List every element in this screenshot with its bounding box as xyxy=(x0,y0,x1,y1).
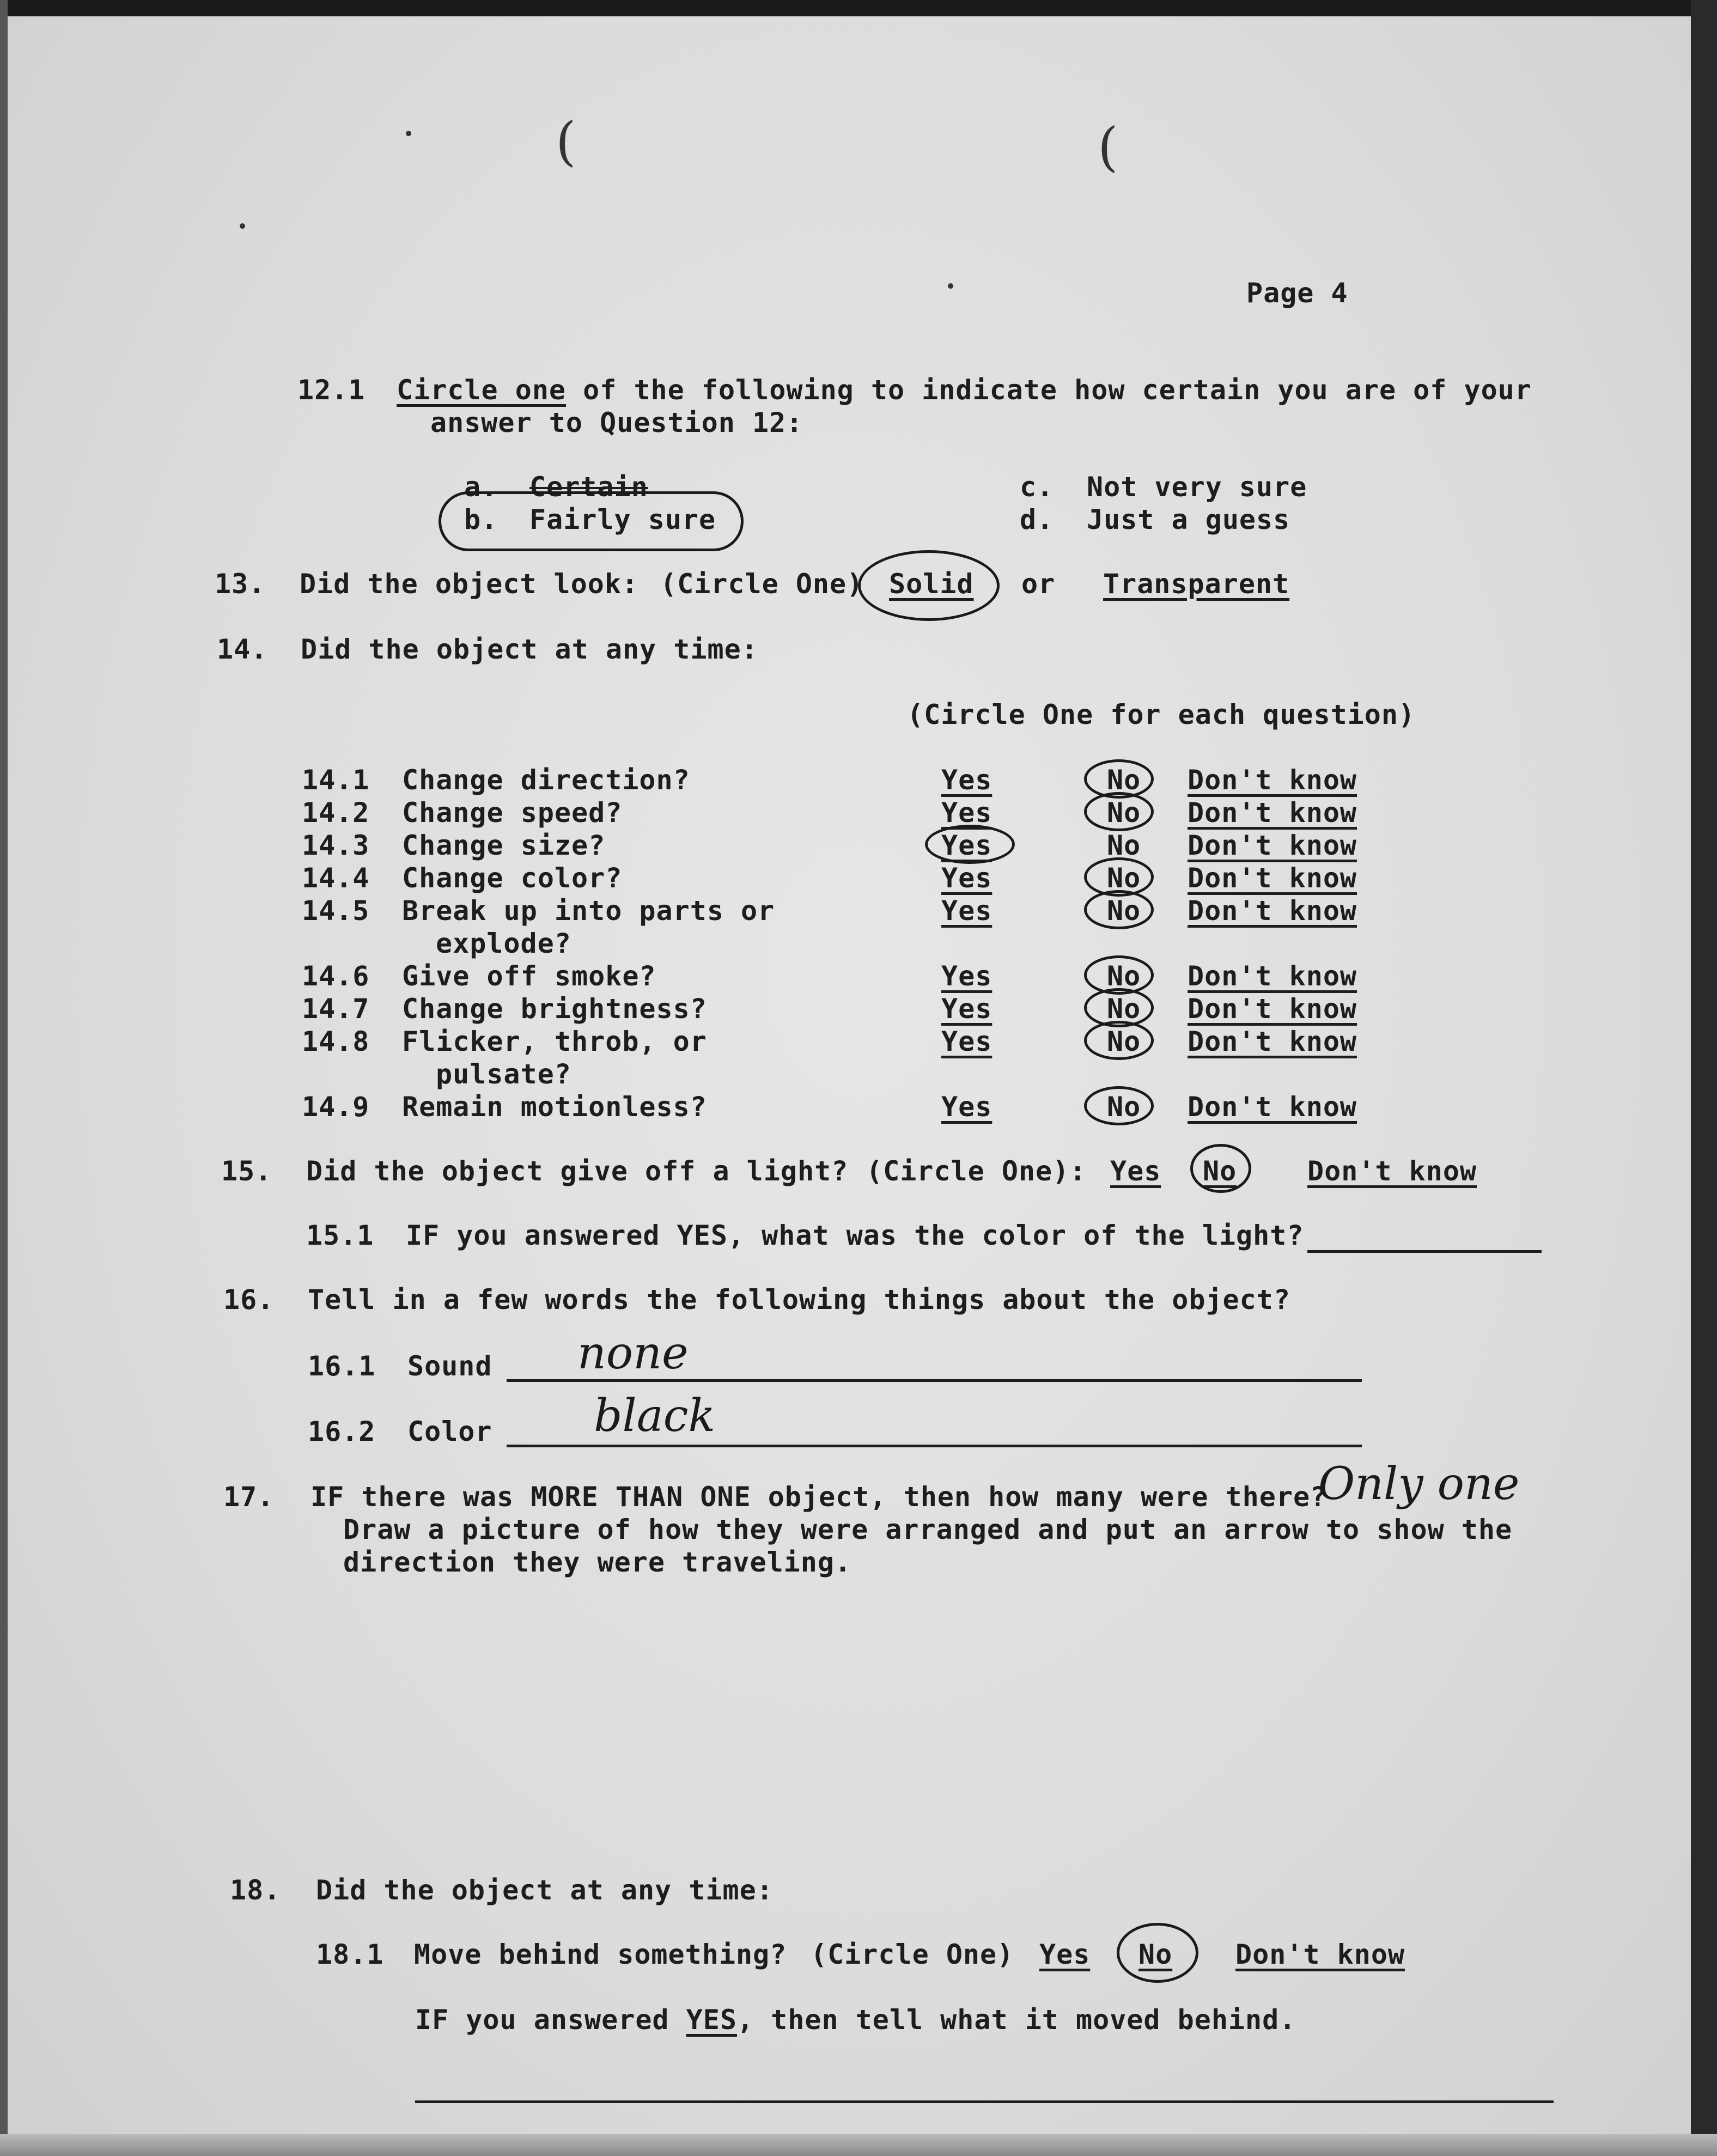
q14-7-text: Change brightness? xyxy=(402,993,707,1025)
q14-5-dont-know[interactable]: Don't know xyxy=(1188,895,1357,927)
q14-8-no-circle-mark xyxy=(1084,1021,1154,1060)
page-number: Page 4 xyxy=(1246,277,1348,309)
q14-2-no[interactable]: No xyxy=(1107,797,1141,829)
q12-1-circle-one: Circle one xyxy=(397,374,567,406)
q14-9-number: 14.9 xyxy=(302,1091,370,1123)
q17-line3: direction they were traveling. xyxy=(343,1546,852,1578)
q14-5-text: Break up into parts or xyxy=(402,895,775,927)
q14-8-text: Flicker, throb, or xyxy=(402,1026,707,1057)
q18-answer-line[interactable] xyxy=(415,2100,1554,2103)
q14-3-dont-know[interactable]: Don't know xyxy=(1188,830,1357,861)
q18-1-number: 18.1 xyxy=(316,1939,384,1970)
q14-7-yes[interactable]: Yes xyxy=(941,993,993,1025)
q14-1-no[interactable]: No xyxy=(1107,764,1141,796)
q15-yes[interactable]: Yes xyxy=(1110,1155,1161,1187)
binder-hole-mark-right: ( xyxy=(1098,117,1118,178)
q14-3-yes[interactable]: Yes xyxy=(941,830,993,861)
scan-speck xyxy=(948,283,953,289)
q14-2-yes[interactable]: Yes xyxy=(941,797,993,829)
q17-line2: Draw a picture of how they were arranged and put an arrow to show the xyxy=(343,1514,1513,1545)
q12-1-line1-rest: of the following to indicate how certain you are of your xyxy=(566,374,1532,406)
q14-2-number: 14.2 xyxy=(302,797,370,829)
q14-1-yes[interactable]: Yes xyxy=(941,764,993,796)
q15-dont-know[interactable]: Don't know xyxy=(1307,1155,1477,1187)
q16-2-label: Color xyxy=(407,1416,492,1447)
scan-speck xyxy=(240,223,245,229)
q14-5-no-circle-mark xyxy=(1084,890,1154,929)
q12-1-option-b-circle-mark xyxy=(439,491,744,551)
q17-line1: IF there was MORE THAN ONE object, then how many were there? xyxy=(310,1481,1328,1513)
q18-1-text: Move behind something? xyxy=(414,1939,787,1970)
q13-or: or xyxy=(1021,568,1056,600)
q16-1-handwritten-answer: none xyxy=(577,1327,689,1379)
q18-1-dont-know[interactable]: Don't know xyxy=(1235,1939,1405,1970)
scan-edge-top xyxy=(0,0,1717,16)
q16-1-label: Sound xyxy=(407,1350,492,1382)
q14-2-text: Change speed? xyxy=(402,797,623,829)
q14-5-text-cont: explode? xyxy=(436,928,571,959)
q12-1-option-c[interactable]: Not very sure xyxy=(1087,471,1307,503)
q15-1-answer-line[interactable] xyxy=(1307,1250,1542,1253)
q14-3-text: Change size? xyxy=(402,830,606,861)
q14-5-no[interactable]: No xyxy=(1107,895,1141,927)
scan-edge-right xyxy=(1691,0,1717,2156)
q16-2-answer-line[interactable] xyxy=(507,1445,1362,1447)
q14-instruction: (Circle One for each question) xyxy=(907,699,1416,730)
q14-4-no[interactable]: No xyxy=(1107,862,1141,894)
q14-4-number: 14.4 xyxy=(302,862,370,894)
q14-4-yes[interactable]: Yes xyxy=(941,862,993,894)
q14-6-no[interactable]: No xyxy=(1107,960,1141,992)
q14-8-text-cont: pulsate? xyxy=(436,1058,571,1090)
scan-edge-bottom xyxy=(0,2134,1717,2156)
q18-followup-pre: IF you answered xyxy=(415,2004,686,2036)
q15-no-circle-mark xyxy=(1190,1144,1251,1193)
q12-1-number: 12.1 xyxy=(297,374,366,406)
q15-text: Did the object give off a light? xyxy=(306,1155,849,1187)
q14-9-no[interactable]: No xyxy=(1107,1091,1141,1123)
q16-2-number: 16.2 xyxy=(308,1416,376,1447)
q12-1-option-b[interactable]: Fairly sure xyxy=(529,504,716,535)
q18-number: 18. xyxy=(230,1874,281,1906)
scan-edge-left xyxy=(0,0,8,2156)
q14-5-number: 14.5 xyxy=(302,895,370,927)
q16-1-number: 16.1 xyxy=(308,1350,376,1382)
q18-followup xyxy=(415,2003,1296,2036)
q14-7-number: 14.7 xyxy=(302,993,370,1025)
q14-4-dont-know[interactable]: Don't know xyxy=(1188,862,1357,894)
q17-number: 17. xyxy=(223,1481,275,1513)
q14-6-number: 14.6 xyxy=(302,960,370,992)
q12-1-option-d[interactable]: Just a guess xyxy=(1087,504,1290,535)
q16-1-answer-line[interactable] xyxy=(507,1379,1362,1382)
q14-7-no[interactable]: No xyxy=(1107,993,1141,1025)
q12-1-line1 xyxy=(397,374,1532,406)
q16-number: 16. xyxy=(223,1284,275,1315)
q15-number: 15. xyxy=(221,1155,272,1187)
q14-1-dont-know[interactable]: Don't know xyxy=(1188,764,1357,796)
q14-6-dont-know[interactable]: Don't know xyxy=(1188,960,1357,992)
q14-4-text: Change color? xyxy=(402,862,623,894)
q18-1-no-circle-mark xyxy=(1117,1923,1198,1983)
q14-2-no-circle-mark xyxy=(1084,792,1154,831)
q16-2-handwritten-answer: black xyxy=(594,1390,716,1442)
q12-1-line2: answer to Question 12: xyxy=(430,407,803,438)
q14-6-text: Give off smoke? xyxy=(402,960,656,992)
scan-speck xyxy=(406,131,411,136)
q18-1-instruction: (Circle One) xyxy=(811,1939,1014,1970)
q14-2-dont-know[interactable]: Don't know xyxy=(1188,797,1357,829)
q18-text: Did the object at any time: xyxy=(316,1874,774,1906)
q15-no[interactable]: No xyxy=(1203,1155,1237,1187)
q13-option-solid[interactable]: Solid xyxy=(889,568,974,600)
q14-7-dont-know[interactable]: Don't know xyxy=(1188,993,1357,1025)
q14-8-yes[interactable]: Yes xyxy=(941,1026,993,1057)
q18-1-no[interactable]: No xyxy=(1138,1939,1173,1970)
q13-option-transparent[interactable]: Transparent xyxy=(1103,568,1290,600)
q14-8-dont-know[interactable]: Don't know xyxy=(1188,1026,1357,1057)
q14-6-yes[interactable]: Yes xyxy=(941,960,993,992)
q13-instruction: (Circle One) xyxy=(660,568,864,600)
q13-number: 13. xyxy=(215,568,266,600)
q15-1-number: 15.1 xyxy=(306,1220,374,1251)
q14-text: Did the object at any time: xyxy=(301,634,758,665)
q14-5-yes[interactable]: Yes xyxy=(941,895,993,927)
q13-solid-circle-mark xyxy=(858,550,1000,621)
q18-followup-yes: YES xyxy=(686,2004,737,2036)
q15-instruction: (Circle One): xyxy=(866,1155,1087,1187)
q14-8-no[interactable]: No xyxy=(1107,1026,1141,1057)
q12-1-option-b-letter: b. xyxy=(464,504,498,535)
q14-1-number: 14.1 xyxy=(302,764,370,796)
q12-1-option-c-letter: c. xyxy=(1020,471,1054,503)
q14-9-dont-know[interactable]: Don't know xyxy=(1188,1091,1357,1123)
q18-1-yes[interactable]: Yes xyxy=(1039,1939,1091,1970)
q14-8-number: 14.8 xyxy=(302,1026,370,1057)
q16-text: Tell in a few words the following things about the object? xyxy=(308,1284,1290,1315)
q15-1-text: IF you answered YES, what was the color of the light? xyxy=(406,1220,1304,1251)
q18-followup-post: , then tell what it moved behind. xyxy=(736,2004,1296,2036)
q14-9-text: Remain motionless? xyxy=(402,1091,707,1123)
q14-3-number: 14.3 xyxy=(302,830,370,861)
q12-1-option-a[interactable]: Certain xyxy=(529,471,648,503)
q13-text: Did the object look: xyxy=(300,568,639,600)
q14-3-no[interactable]: No xyxy=(1107,830,1141,861)
q12-1-option-a-letter: a. xyxy=(464,471,498,503)
q14-1-text: Change direction? xyxy=(402,764,690,796)
binder-hole-mark-left: ( xyxy=(556,111,576,172)
q14-9-no-circle-mark xyxy=(1084,1086,1154,1125)
q14-9-yes[interactable]: Yes xyxy=(941,1091,993,1123)
q17-handwritten-answer: Only one xyxy=(1318,1458,1520,1510)
q14-number: 14. xyxy=(217,634,268,665)
q12-1-option-d-letter: d. xyxy=(1020,504,1054,535)
q14-3-yes-circle-mark xyxy=(925,825,1015,864)
